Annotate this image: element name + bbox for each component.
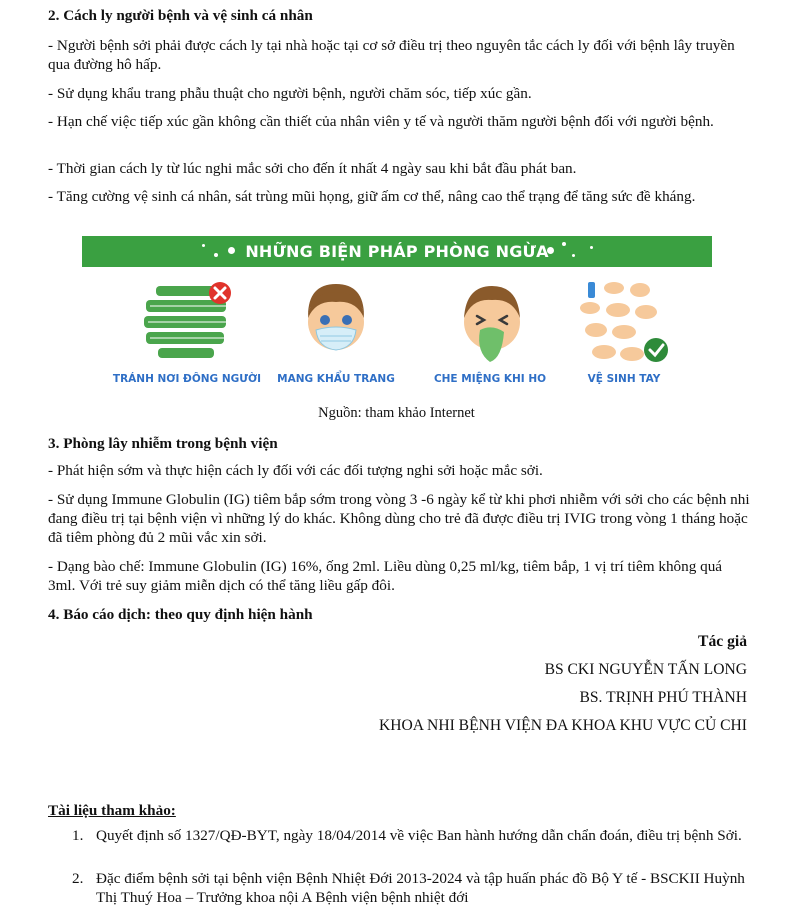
handwash-icon [574, 278, 670, 368]
prevention-infographic [82, 236, 712, 401]
paragraph: - Phát hiện sớm và thực hiện cách ly đối với các đối tượng nghi sởi hoặc mắc sởi. [48, 462, 543, 479]
caption-cough: CHE MIỆNG KHI HO [433, 373, 547, 385]
section-3-heading: 3. Phòng lây nhiễm trong bệnh viện [48, 435, 278, 452]
infographic-banner [82, 236, 712, 267]
infographic-title: NHỮNG BIỆN PHÁP PHÒNG NGỪA [245, 242, 549, 261]
reference-number: 2. [72, 870, 84, 887]
cough-cover-icon [452, 278, 532, 363]
caption-mask: MANG KHẨU TRANG [277, 373, 395, 385]
paragraph: - Sử dụng khẩu trang phẫu thuật cho người bệnh, người chăm sóc, tiếp xúc gần. [48, 85, 532, 102]
caption-handwash: VỆ SINH TAY [587, 373, 661, 385]
reference-text: Quyết định số 1327/QĐ-BYT, ngày 18/04/2014 về việc Ban hành hướng dẫn chẩn đoán, điều trị bệnh Sởi. [96, 827, 742, 844]
reference-text: Đặc điểm bệnh sởi tại bệnh viện Bệnh Nhiệt Đới 2013-2024 và tập huấn phác đồ Bộ Y tế - BSCKII Huỳnh Thị Thuý Hoa – Trưởng khoa nội A Bệnh viện bệnh nhiệt đới [96, 870, 745, 906]
author-name: BS CKI NGUYỄN TẤN LONG [544, 661, 747, 678]
author-name: BS. TRỊNH PHÚ THÀNH [579, 689, 747, 706]
paragraph: - Hạn chế việc tiếp xúc gần không cần thiết của nhân viên y tế và người thăm người bệnh đối với người bệnh. [48, 113, 714, 130]
author-department: KHOA NHI BỆNH VIỆN ĐA KHOA KHU VỰC CỦ CHI [378, 717, 747, 734]
section-2-heading: 2. Cách ly người bệnh và vệ sinh cá nhân [48, 7, 313, 24]
paragraph: - Tăng cường vệ sinh cá nhân, sát trùng mũi họng, giữ ấm cơ thể, nâng cao thể trạng để tăng sức đề kháng. [48, 188, 696, 205]
image-source-caption: Nguồn: tham khảo Internet [318, 405, 475, 421]
caption-crowd: TRÁNH NƠI ĐÔNG NGƯỜI [112, 373, 262, 385]
reference-number: 1. [72, 827, 84, 844]
paragraph: - Người bệnh sởi phải được cách ly tại nhà hoặc tại cơ sở điều trị theo nguyên tắc cách ly đối với bệnh lây truyền qua đường hô hấp. [48, 37, 735, 73]
references-heading: Tài liệu tham khảo: [48, 802, 176, 819]
author-label: Tác giả [698, 633, 747, 650]
face-mask-icon [296, 278, 376, 363]
crowd-icon [138, 278, 238, 363]
paragraph: - Sử dụng Immune Globulin (IG) tiêm bắp sớm trong vòng 3 -6 ngày kể từ khi phơi nhiễm với sởi cho các bệnh nhi đang điều trị tại bệnh viện vì những lý do khác. Không dùng cho trẻ đã được điều trị IVIG trong vòng 1 tháng hoặc đã tiêm phòng đủ 2 mũi vắc xin sởi. [48, 491, 750, 546]
paragraph: - Dạng bào chế: Immune Globulin (IG) 16%, ống 2ml. Liều dùng 0,25 ml/kg, tiêm bắp, 1 vị trí tiêm không quá 3ml. Với trẻ suy giảm miễn dịch có thể tăng liều gấp đôi. [48, 558, 723, 594]
paragraph: - Thời gian cách ly từ lúc nghi mắc sởi cho đến ít nhất 4 ngày sau khi bắt đầu phát ban. [48, 160, 577, 177]
section-4-heading: 4. Báo cáo dịch: theo quy định hiện hành [48, 606, 313, 623]
